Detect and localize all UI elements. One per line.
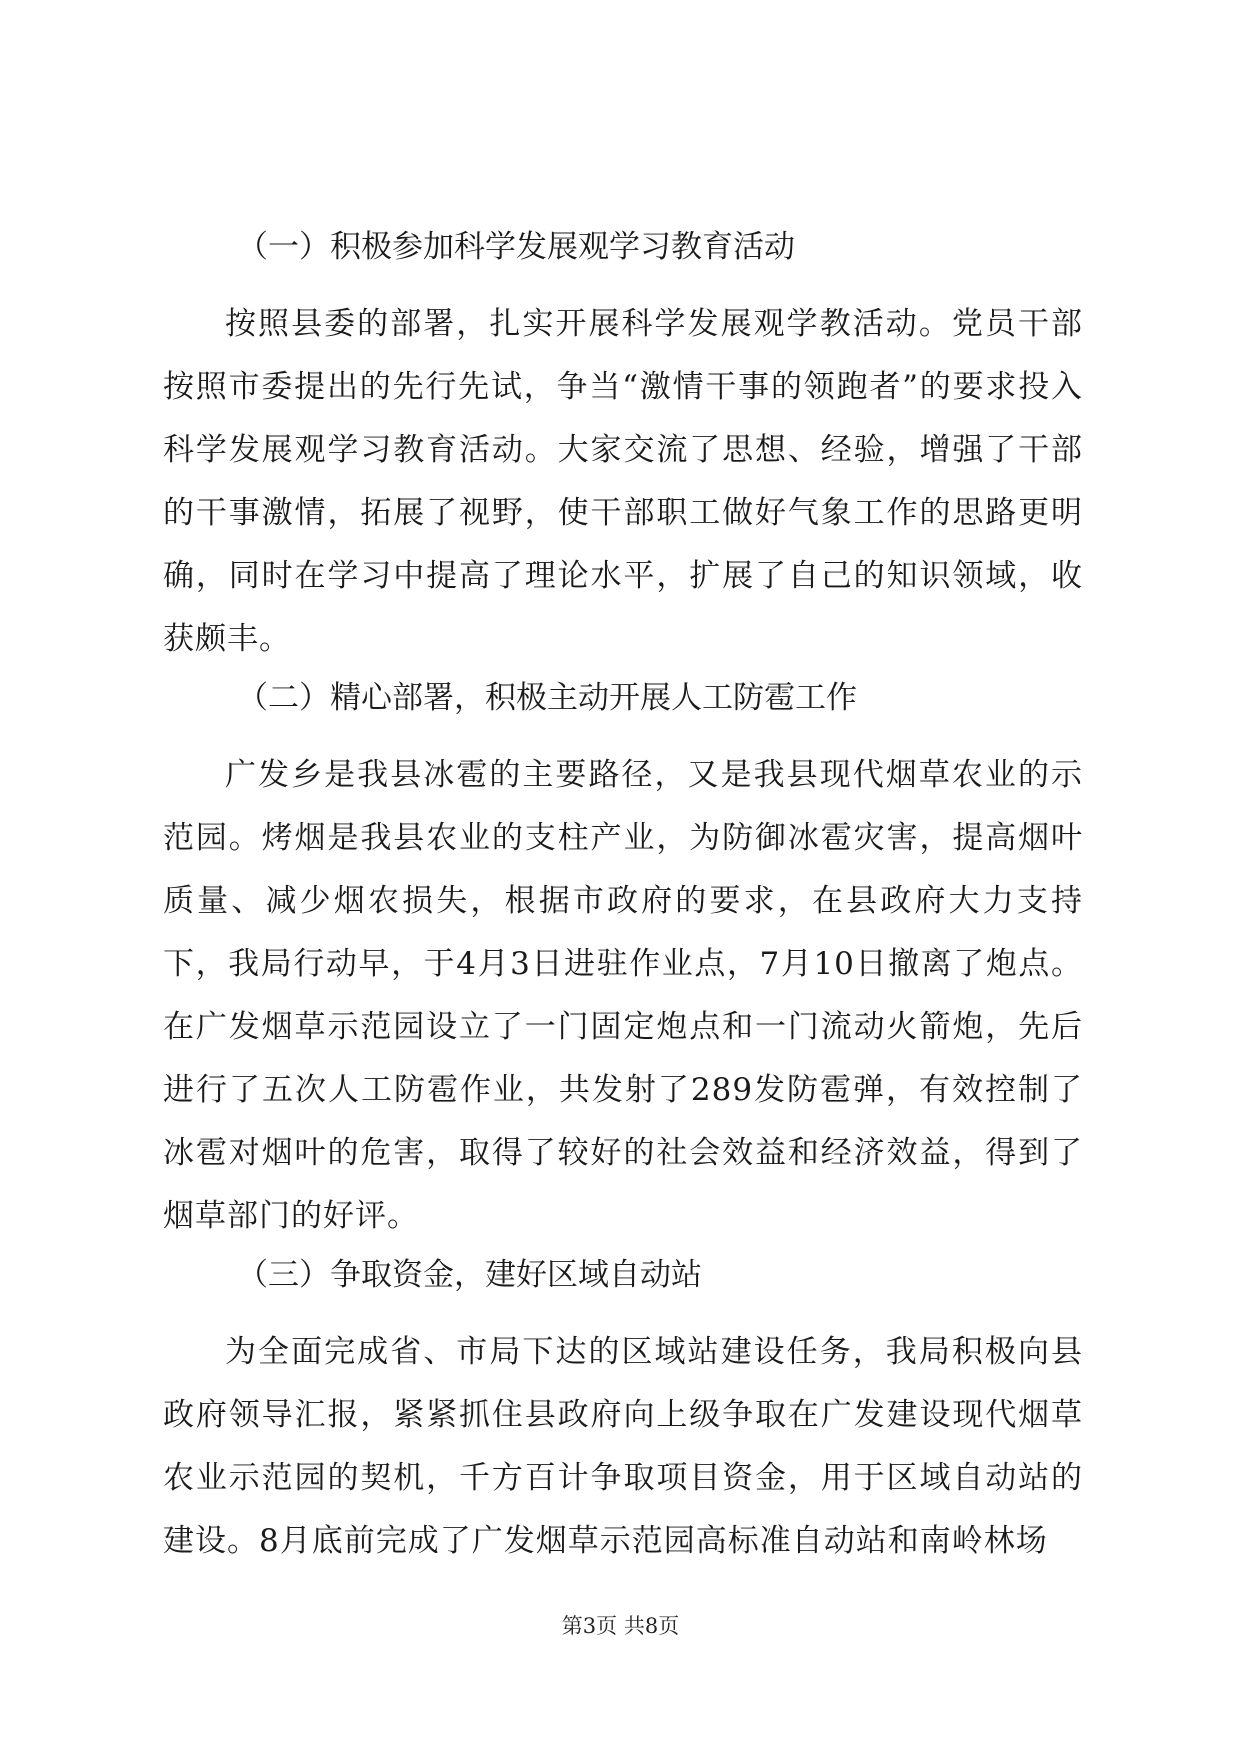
section-paragraph-2: 广发乡是我县冰雹的主要路径，又是我县现代烟草农业的示范园。烤烟是我县农业的支柱产业，为防御冰雹灾害，提高烟叶质量、减少烟农损失，根据市政府的要求，在县政府大力支持下，我局行动早，于4月3日进驻作业点，7月10日撤离了炮点。在广发烟草示范园设立了一门固定炮点和一门流动火箭炮，先后进行了五次人工防雹作业，共发射了289发防雹弹，有效控制了冰雹对烟叶的危害，取得了较好的社会效益和经济效益，得到了烟草部门的好评。	[163, 757, 1083, 1234]
document-body	[163, 228, 1083, 1575]
section-paragraph-1: 按照县委的部署，扎实开展科学发展观学教活动。党员干部按照市委提出的先行先试，争当“激情干事的领跑者”的要求投入科学发展观学习教育活动。大家交流了思想、经验，增强了干部的干事激情，拓展了视野，使干部职工做好气象工作的思路更明确，同时在学习中提高了理论水平，扩展了自己的知识领域，收获颇丰。	[163, 306, 1083, 657]
section-heading-1: （一）积极参加科学发展观学习教育活动	[237, 229, 795, 265]
section-heading-3: （三）争取资金，建好区域自动站	[237, 1257, 702, 1293]
page-number-footer: 第3页 共8页	[561, 1614, 680, 1638]
section-paragraph-3: 为全面完成省、市局下达的区域站建设任务，我局积极向县政府领导汇报，紧紧抓住县政府向上级争取在广发建设现代烟草农业示范园的契机，千方百计争取项目资金，用于区域自动站的建设。8月底前完成了广发烟草示范园高标准自动站和南岭林场	[163, 1334, 1083, 1559]
section-heading-2: （二）精心部署，积极主动开展人工防雹工作	[237, 680, 857, 716]
